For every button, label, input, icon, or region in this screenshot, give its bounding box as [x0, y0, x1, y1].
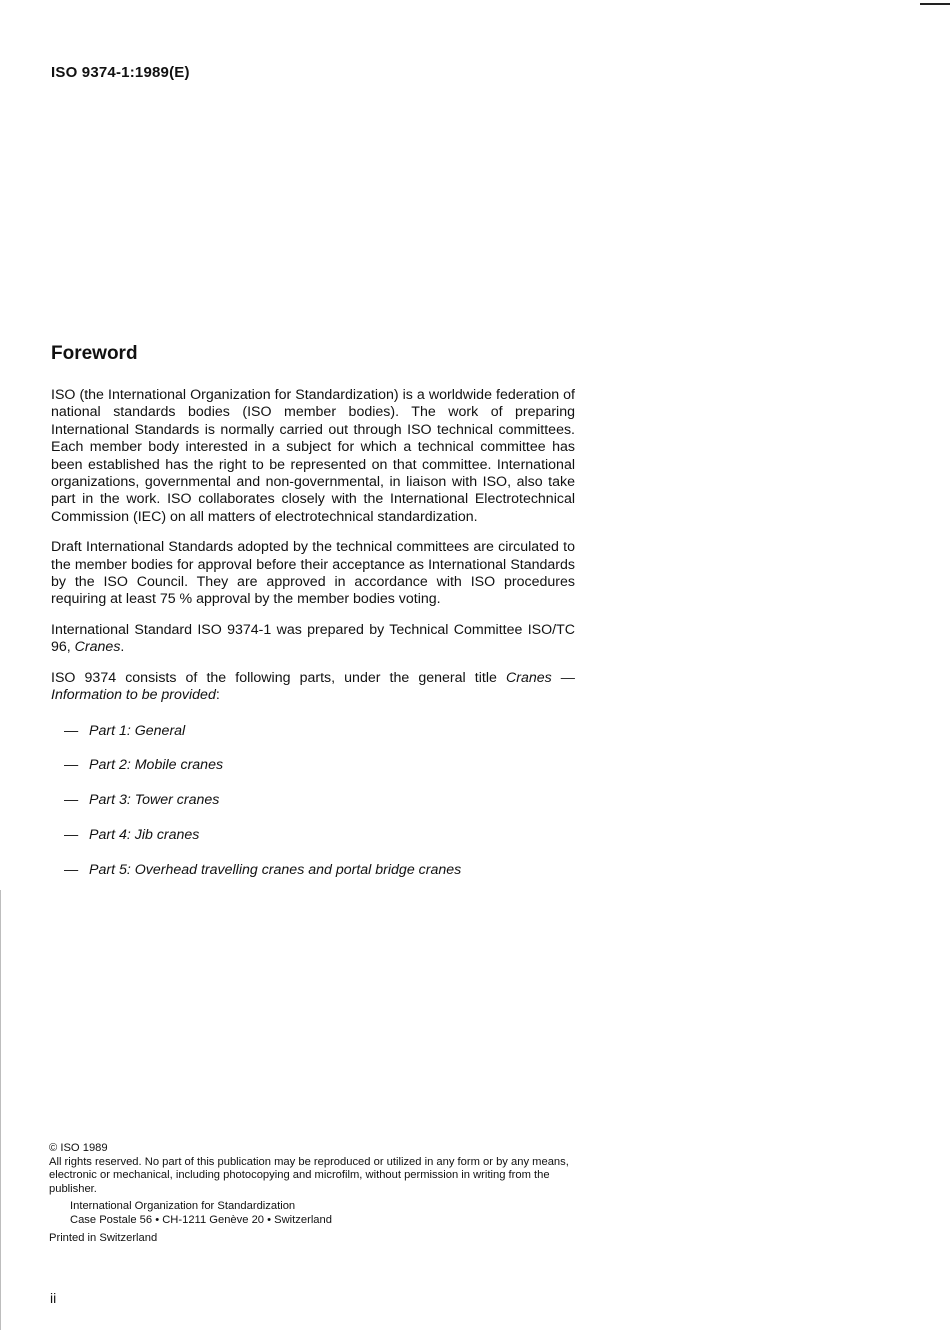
prepared-by-text: International Standard ISO 9374-1 was prepared by Technical Committee ISO/TC 96, [51, 621, 575, 656]
part-label: Part 2: Mobile cranes [89, 757, 224, 774]
page-edge-line [0, 890, 1, 1330]
publisher-address: Case Postale 56 • CH-1211 Genève 20 • Switzerland [70, 1213, 332, 1226]
dash-bullet: — [64, 827, 79, 844]
prepared-by-end: . [120, 639, 125, 656]
copyright-notice [49, 1142, 579, 1245]
list-item [51, 723, 575, 740]
foreword-heading: Foreword [51, 343, 138, 364]
paragraph-parts-intro [51, 670, 575, 705]
dash-bullet: — [64, 792, 79, 809]
paragraph-draft-standards: Draft International Standards adopted by the technical committees are circulated to the member bodies for approval before their acceptance as International Standards by the ISO Council. They are approved in accordance with ISO procedures requiring at least 75 % approval by the member bodies voting. [51, 539, 575, 608]
dash-bullet: — [64, 722, 79, 739]
foreword-body [51, 387, 575, 897]
document-id: ISO 9374-1:1989(E) [51, 64, 190, 81]
part-label: Part 3: Tower cranes [89, 792, 220, 809]
paragraph-prepared-by [51, 622, 575, 657]
printed-in: Printed in Switzerland [49, 1231, 158, 1244]
list-item [51, 792, 575, 809]
dash-bullet: — [64, 862, 79, 879]
general-title: Cranes — Information to be provided [51, 669, 575, 704]
copyright-line: © ISO 1989 [49, 1142, 108, 1154]
part-label: Part 5: Overhead travelling cranes and portal bridge cranes [89, 862, 462, 879]
committee-title: Cranes [74, 639, 121, 656]
dash-bullet: — [64, 757, 79, 774]
list-item [51, 862, 575, 879]
publisher-name: International Organization for Standardization [70, 1200, 296, 1213]
part-label: Part 4: Jib cranes [89, 827, 200, 844]
scan-mark [920, 3, 950, 5]
parts-intro-end: : [215, 687, 220, 704]
paragraph-iso-intro: ISO (the International Organization for Standardization) is a worldwide federation of national standards bodies (ISO member bodies). The work of preparing International Standards is normally carried out through ISO technical committees. Each member body interested in a subject for which a technical committee has been established has the right to be represented on that committee. International organizations, governmental and non-governmental, in liaison with ISO, also take part in the work. ISO collaborates closely with the International Electrotechnical Commission (IEC) on all matters of electrotechnical standardization. [51, 387, 575, 525]
part-label: Part 1: General [89, 722, 186, 739]
parts-list [51, 723, 575, 880]
parts-intro-text: ISO 9374 consists of the following parts, under the general title [51, 669, 506, 686]
rights-reserved-text: All rights reserved. No part of this publication may be reproduced or utilized in any form or by any means, electronic or mechanical, including photocopying and microfilm, without permission in writing from the publisher. [49, 1155, 569, 1195]
page-number: ii [50, 1290, 57, 1306]
list-item [51, 827, 575, 844]
list-item [51, 757, 575, 774]
